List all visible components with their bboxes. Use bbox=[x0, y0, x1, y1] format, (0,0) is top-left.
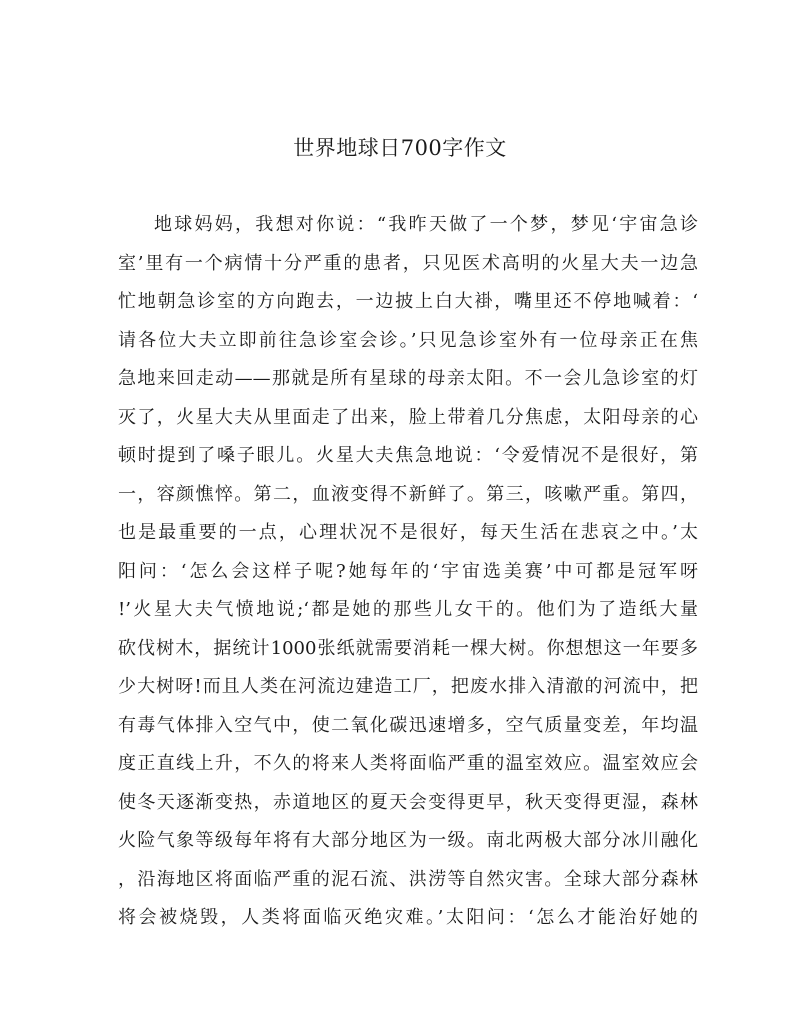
body-line: 急地来回走动——那就是所有星球的母亲太阳。不一会儿急诊室的灯 bbox=[118, 368, 698, 389]
body-line: 请各位大夫立即前往急诊室会诊。’只见急诊室外有一位母亲正在焦 bbox=[118, 329, 698, 351]
body-line: 有毒气体排入空气中，使二氧化碳迅速增多，空气质量变差，年均温 bbox=[118, 714, 698, 736]
body-line: 忙地朝急诊室的方向跑去，一边披上白大褂，嘴里还不停地喊着：‘ bbox=[118, 291, 698, 312]
body-line: 室’里有一个病情十分严重的患者，只见医术高明的火星大夫一边急 bbox=[118, 252, 698, 274]
body-line: !’火星大夫气愤地说;‘都是她的那些儿女干的。他们为了造纸大量 bbox=[118, 599, 698, 620]
document-title: 世界地球日700字作文 bbox=[293, 136, 507, 160]
body-line: 火险气象等级每年将有大部分地区为一级。南北两极大部分冰川融化 bbox=[118, 830, 698, 851]
body-line: 顿时提到了嗓子眼儿。火星大夫焦急地说：‘令爱情况不是很好，第 bbox=[118, 445, 698, 466]
body-line: 也是最重要的一点，心理状况不是很好，每天生活在悲哀之中。’太 bbox=[118, 522, 698, 543]
body-line: 少大树呀!而且人类在河流边建造工厂，把废水排入清澈的河流中，把 bbox=[118, 676, 698, 697]
body-line: 度正直线上升，不久的将来人类将面临严重的温室效应。温室效应会 bbox=[118, 753, 698, 774]
body-line: 一，容颜憔悴。第二，血液变得不新鲜了。第三，咳嗽严重。第四， bbox=[118, 483, 698, 505]
body-line: 阳问：‘怎么会这样子呢?她每年的‘宇宙选美赛’中可都是冠军呀 bbox=[118, 560, 698, 582]
body-line: 砍伐树木，据统计1000张纸就需要消耗一棵大树。你想想这一年要多 bbox=[118, 637, 698, 659]
body-line: 使冬天逐渐变热，赤道地区的夏天会变得更早，秋天变得更湿，森林 bbox=[118, 791, 698, 813]
body-line: 地球妈妈，我想对你说：“我昨天做了一个梦，梦见‘宇宙急诊 bbox=[154, 214, 698, 235]
body-line: 将会被烧毁，人类将面临灭绝灾难。’太阳问：‘怎么才能治好她的 bbox=[118, 907, 698, 928]
body-line: ，沿海地区将面临严重的泥石流、洪涝等自然灾害。全球大部分森林 bbox=[118, 868, 698, 890]
body-line: 灭了，火星大夫从里面走了出来，脸上带着几分焦虑，太阳母亲的心 bbox=[118, 406, 698, 428]
document-body bbox=[118, 206, 698, 938]
